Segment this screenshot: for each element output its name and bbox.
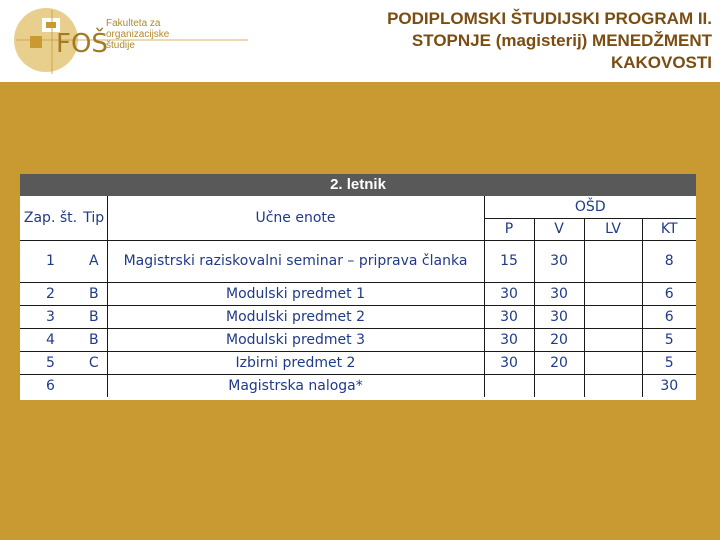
- cell-lv: [584, 374, 642, 397]
- logo-caption: [106, 18, 169, 51]
- header-row: [20, 196, 696, 218]
- header-units: Učne enote: [107, 196, 484, 240]
- cell-type: A: [81, 240, 107, 282]
- cell-lv: [584, 328, 642, 351]
- cell-v: 20: [534, 328, 584, 351]
- logo-line: študije: [106, 40, 135, 51]
- cell-kt: 5: [642, 328, 696, 351]
- title-line-2: STOPNJE (magisterij) MENEDŽMENT: [411, 31, 712, 50]
- cell-p: 30: [484, 305, 534, 328]
- cell-unit: Modulski predmet 3: [107, 328, 484, 351]
- cell-lv: [584, 351, 642, 374]
- cell-kt: 6: [642, 282, 696, 305]
- title-line-3: KAKOVOSTI: [610, 53, 712, 72]
- cell-unit: Modulski predmet 1: [107, 282, 484, 305]
- year-header: 2. letnik: [20, 174, 696, 196]
- table-row: [20, 282, 696, 305]
- header-v: V: [534, 218, 584, 240]
- cell-p: 30: [484, 351, 534, 374]
- curriculum-table: [20, 174, 696, 400]
- cell-unit: Magistrska naloga*: [107, 374, 484, 397]
- cell-v: [534, 374, 584, 397]
- table-row: [20, 305, 696, 328]
- cell-kt: 8: [642, 240, 696, 282]
- cell-p: 30: [484, 328, 534, 351]
- header-lv: LV: [584, 218, 642, 240]
- course-table: [20, 196, 696, 397]
- logo-line: organizacijske: [106, 29, 170, 40]
- cell-num: 6: [46, 377, 55, 394]
- cell-num: 1: [20, 240, 81, 282]
- cell-unit: Modulski predmet 2: [107, 305, 484, 328]
- header-type: Tip: [81, 196, 107, 240]
- cell-type: B: [81, 282, 107, 305]
- header-p: P: [484, 218, 534, 240]
- cell-v: 30: [534, 282, 584, 305]
- cell-type: C: [81, 351, 107, 374]
- cell-unit: Izbirni predmet 2: [107, 351, 484, 374]
- cell-lv: [584, 305, 642, 328]
- cell-p: 15: [484, 240, 534, 282]
- slide-header: [0, 0, 720, 82]
- cell-type: B: [81, 305, 107, 328]
- cell-kt: 6: [642, 305, 696, 328]
- cell-type: B: [81, 328, 107, 351]
- cell-num: 3: [20, 305, 81, 328]
- table-row: [20, 328, 696, 351]
- cell-v: 30: [534, 305, 584, 328]
- cell-v: 30: [534, 240, 584, 282]
- cell-p: 30: [484, 282, 534, 305]
- cell-num: 2: [20, 282, 81, 305]
- logo-mark: FOŠ: [56, 29, 108, 59]
- cell-unit: Magistrski raziskovalni seminar – priprava članka: [107, 240, 484, 282]
- table-row: [20, 240, 696, 282]
- header-kt: KT: [660, 221, 678, 237]
- table-row: [20, 374, 696, 397]
- cell-p: [484, 374, 534, 397]
- logo-line: Fakulteta za: [106, 18, 161, 29]
- cell-lv: [584, 240, 642, 282]
- cell-type: [81, 374, 107, 397]
- cell-kt: 30: [660, 377, 679, 394]
- header-osd: OŠD: [484, 196, 696, 218]
- header-num: Zap. št.: [23, 209, 78, 226]
- title-line-1: PODIPLOMSKI ŠTUDIJSKI PROGRAM II.: [387, 9, 712, 28]
- cell-num: 5: [20, 351, 81, 374]
- faculty-logo: [12, 4, 252, 76]
- cell-lv: [584, 282, 642, 305]
- cell-v: 20: [534, 351, 584, 374]
- cell-num: 4: [20, 328, 81, 351]
- cell-kt: 5: [642, 351, 696, 374]
- table-row: [20, 351, 696, 374]
- slide-title: [292, 8, 712, 74]
